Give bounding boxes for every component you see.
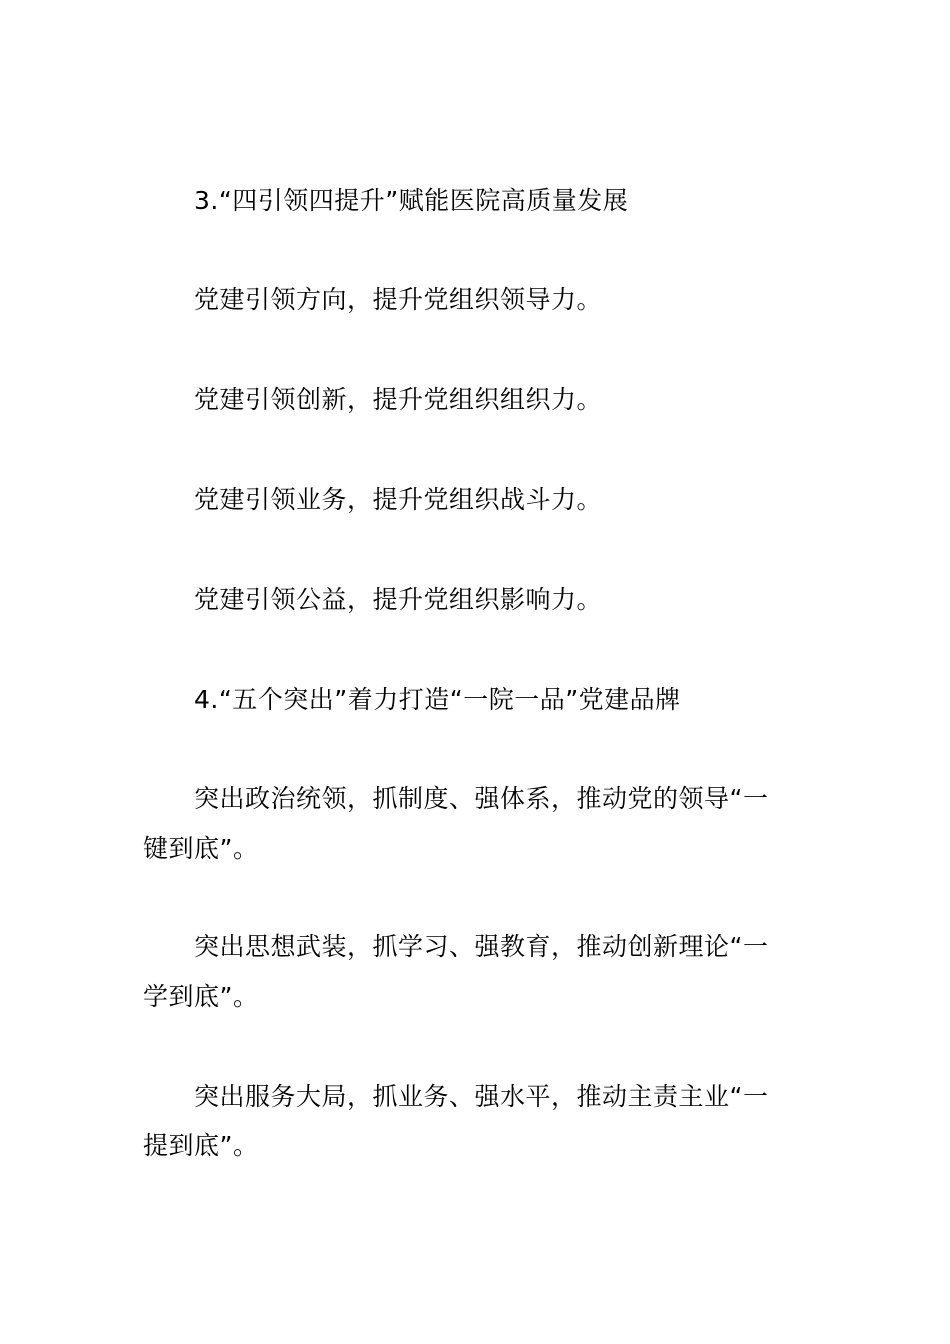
section-3-heading: 3.“四引领四提升”赋能医院高质量发展 bbox=[194, 186, 629, 215]
section-4-item-3-line-1: 突出服务大局，抓业务、强水平，推动主责主业“一 bbox=[194, 1082, 769, 1111]
section-3-item-4: 党建引领公益，提升党组织影响力。 bbox=[194, 585, 603, 614]
section-4-item-1-line-2: 键到底”。 bbox=[143, 834, 259, 863]
section-4-heading: 4.“五个突出”着力打造“一院一品”党建品牌 bbox=[194, 685, 681, 714]
section-4-item-3-line-2: 提到底”。 bbox=[143, 1131, 259, 1160]
section-4-item-2-line-2: 学到底”。 bbox=[143, 982, 259, 1011]
section-4-item-1-line-1: 突出政治统领，抓制度、强体系，推动党的领导“一 bbox=[194, 784, 769, 813]
section-3-item-2: 党建引领创新，提升党组织组织力。 bbox=[194, 385, 603, 414]
section-3-item-3: 党建引领业务，提升党组织战斗力。 bbox=[194, 485, 603, 514]
section-3-item-1: 党建引领方向，提升党组织领导力。 bbox=[194, 285, 603, 314]
section-4-item-2-line-1: 突出思想武装，抓学习、强教育，推动创新理论“一 bbox=[194, 932, 769, 961]
